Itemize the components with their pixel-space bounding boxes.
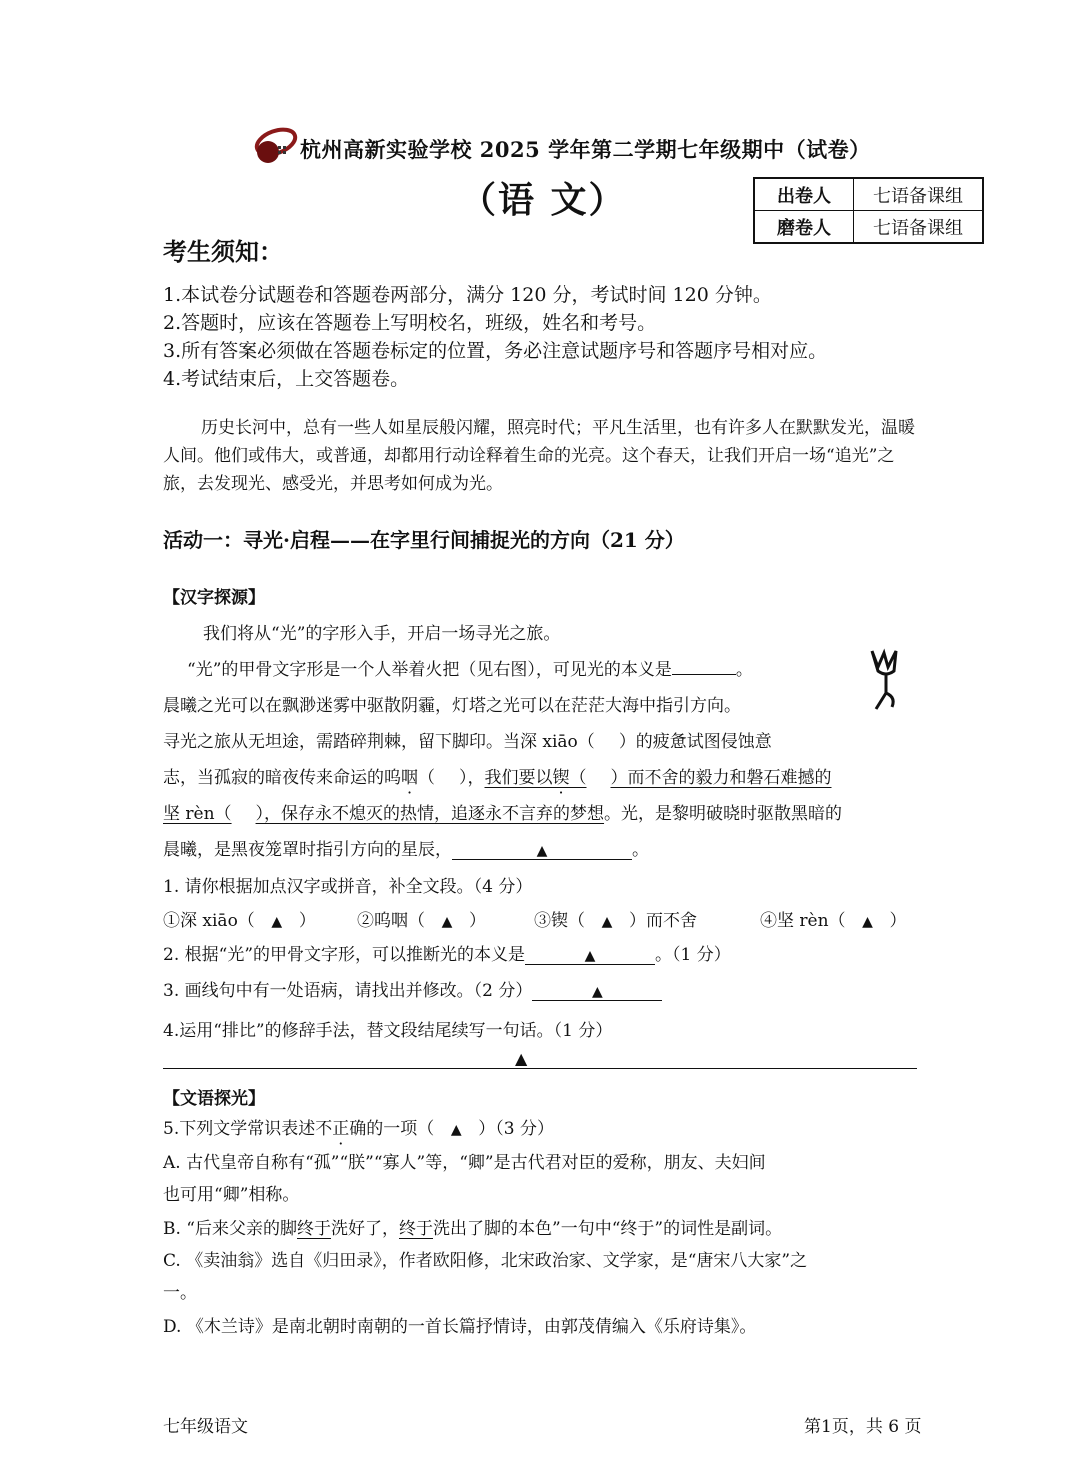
q1-item: ①深 xiāo（ ▲ ） bbox=[163, 911, 316, 931]
underlined-sentence: 我们要以锲（ ）而不舍的毅力和磐石难撼的 bbox=[484, 768, 832, 788]
answer-blank[interactable]: ▲ bbox=[532, 982, 662, 1001]
section-title-wenyu: 【文语探光】 bbox=[163, 1089, 265, 1109]
notice-rule: 2.答题时，应该在答题卷上写明校名，班级，姓名和考号。 bbox=[163, 312, 657, 334]
reviewer-value: 七语备课组 bbox=[854, 211, 984, 244]
exam-title: 杭州高新实验学校 2025 学年第二学期七年级期中（试卷） bbox=[300, 137, 871, 162]
author-row bbox=[754, 178, 983, 211]
answer-marker: ▲ bbox=[515, 1049, 528, 1068]
q1-item: ③锲（ ▲ ）而不舍 bbox=[534, 911, 697, 931]
answer-blank[interactable] bbox=[672, 656, 736, 675]
underlined-sentence: 坚 rèn（ ），保存永不熄灭的热情，追逐永不言弃的梦想 bbox=[163, 804, 605, 824]
author-key: 出卷人 bbox=[754, 178, 854, 211]
option-c-cont: 一。 bbox=[163, 1283, 197, 1303]
notice-rule: 3.所有答案必须做在答题卷标定的位置，务必注意试题序号和答题序号相对应。 bbox=[163, 340, 828, 362]
activity-title: 活动一：寻光·启程——在字里行间捕捉光的方向（21 分） bbox=[163, 528, 685, 552]
passage-line: 我们将从“光”的字形入手，开启一场寻光之旅。 bbox=[203, 624, 561, 644]
section-title-hanzi: 【汉字探源】 bbox=[163, 588, 265, 608]
option-b: B. “后来父亲的脚终于洗好了，终于洗出了脚的本色”一句中“终于”的词性是副词。 bbox=[163, 1219, 783, 1239]
question-4: 4.运用“排比”的修辞手法，替文段结尾续写一句话。（1 分） bbox=[163, 1021, 613, 1041]
question-5: 5.下列文学常识表述不正确的一项（ ▲ ）（3 分） bbox=[163, 1119, 554, 1139]
passage-line: 寻光之旅从无坦途，需踏碎荆棘，留下脚印。当深 xiāo（ ）的疲惫试图侵蚀意 bbox=[163, 732, 772, 752]
option-c: C. 《卖油翁》选自《归田录》，作者欧阳修，北宋政治家、文学家，是“唐宋八大家”之 bbox=[163, 1251, 808, 1271]
option-a-cont: 也可用“卿”相称。 bbox=[163, 1185, 300, 1205]
question-2: 2. 根据“光”的甲骨文字形，可以推断光的本义是 ▲ 。（1 分） bbox=[163, 945, 731, 965]
author-table bbox=[753, 177, 984, 244]
passage-line: 晨曦之光可以在飘渺迷雾中驱散阴霾，灯塔之光可以在茫茫大海中指引方向。 bbox=[163, 696, 741, 716]
reviewer-row bbox=[754, 211, 983, 244]
footer-left: 七年级语文 bbox=[163, 1417, 248, 1437]
option-a: A. 古代皇帝自称有“孤”“朕”“寡人”等，“卿”是古代君对臣的爱称，朋友、夫妇间 bbox=[163, 1153, 766, 1173]
passage-line: 志，当孤寂的暗夜传来命运的呜咽（ ），我们要以锲（ ）而不舍的毅力和磐石难撼的 bbox=[163, 768, 832, 788]
answer-blank[interactable]: ▲ bbox=[452, 841, 632, 860]
notice-rule: 4.考试结束后，上交答题卷。 bbox=[163, 368, 410, 390]
notice-rule: 1.本试卷分试题卷和答题卷两部分，满分 120 分，考试时间 120 分钟。 bbox=[163, 284, 772, 306]
q1-item: ④坚 rèn（ ▲ ） bbox=[760, 911, 907, 931]
footer-page-number: 第1页，共 6 页 bbox=[804, 1417, 922, 1437]
option-d: D. 《木兰诗》是南北朝时南朝的一首长篇抒情诗，由郭茂倩编入《乐府诗集》。 bbox=[163, 1317, 757, 1337]
author-value: 七语备课组 bbox=[854, 178, 984, 211]
passage-line: “光”的甲骨文字形是一个人举着火把（见右图），可见光的本义是 。 bbox=[187, 655, 753, 680]
school-logo bbox=[250, 124, 298, 168]
reviewer-key: 磨卷人 bbox=[754, 211, 854, 244]
passage-line: 坚 rèn（ ），保存永不熄灭的热情，追逐永不言弃的梦想。光，是黎明破晓时驱散黑暗的 bbox=[163, 804, 843, 824]
notice-title: 考生须知： bbox=[163, 237, 283, 266]
question-1: 1. 请你根据加点汉字或拼音，补全文段。（4 分） bbox=[163, 877, 533, 897]
subject-title: （语 文） bbox=[460, 179, 627, 221]
passage-line: 晨曦，是黑夜笼罩时指引方向的星辰， ▲ 。 bbox=[163, 840, 649, 860]
answer-blank[interactable]: ▲ bbox=[525, 946, 655, 965]
oracle-bone-guang-glyph bbox=[866, 645, 906, 715]
intro-paragraph: 历史长河中，总有一些人如星辰般闪耀，照亮时代；平凡生活里，也有许多人在默默发光，温暖人间。他们或伟大，或普通，却都用行动诠释着生命的光亮。这个春天，让我们开启一场“追光”之旅，去发现光、感受光，并思考如何成为光。 bbox=[163, 418, 915, 494]
question-3: 3. 画线句中有一处语病，请找出并修改。（2 分） ▲ bbox=[163, 976, 662, 1001]
answer-line[interactable] bbox=[163, 1068, 917, 1069]
q1-item: ②呜咽（ ▲ ） bbox=[357, 911, 486, 931]
